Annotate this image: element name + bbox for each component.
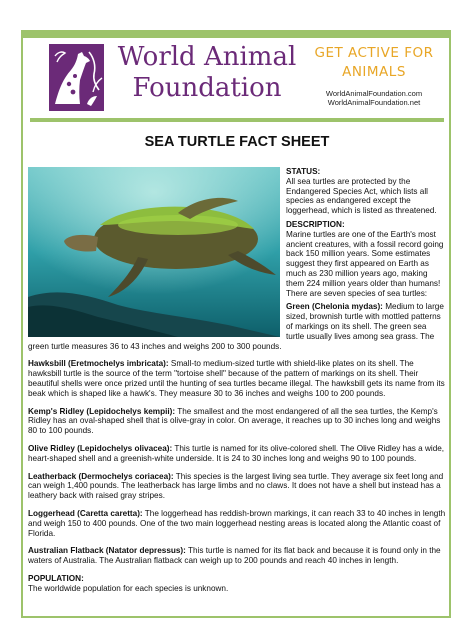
species-olive-ridley: Olive Ridley (Lepidochelys olivacea): This turtle is named for its olive-colored shell. The Olive Ridley has a wide, heart-shaped shell and a greenish-white underside. It is 24 to 30 inches long and weighs 90 to 100 pounds. [28, 443, 445, 463]
description-heading: DESCRIPTION: [286, 219, 345, 229]
status-heading: STATUS: [286, 167, 321, 176]
population-text: The worldwide population for each species is unknown. [28, 583, 229, 593]
giraffe-logo-icon [49, 44, 104, 111]
species-australian-flatback: Australian Flatback (Natator depressus): This turtle is named for its flat back and because it is found only in the waters of Australia. The Australian flatback can weigh up to 200 pounds and reach 40 inches in length. [28, 546, 441, 566]
species-green: Green (Chelonia mydas): Medium to large sized, brownish turtle with mottled patterns of markings on its shell. The green sea turtle usually lives among sea grass. The green turtle measures 36 to 43 inches and weighs 200 to 300 pounds. [28, 302, 444, 351]
description-text: Marine turtles are one of the Earth's most ancient creatures, with a fossil record going back 150 million years. Some estimates suggest they first appeared on Earth as much as 230 million years ago, making them 224 million years older than humans! There are seven species of sea turtles: [286, 229, 444, 298]
header-divider [30, 118, 444, 122]
species-hawksbill: Hawksbill (Eretmochelys imbricata): Small-to medium-sized turtle with shield-like plates on its shell. The hawksbill turtle is the source of the term "tortoise shell" because of the pattern of markings on its shell. Their beautiful shells were once prized until the hunting of sea turtles became illegal. The hawksbill gets its name from its beak which is shaped like a hawk's. They measure 30 to 36 inches and weighs 100 to 200 pounds. [28, 359, 445, 398]
tagline-line2: ANIMALS [342, 64, 406, 80]
website-link-com[interactable]: WorldAnimalFoundation.com [325, 89, 423, 98]
species-kemps-ridley: Kemp's Ridley (Lepidochelys kempii): The smallest and the most endangered of all the sea turtles, the Kemp's Ridley has an oval-shaped shell that is olive-gray in color. On average, it reaches up to 30 inches long and weighs 80 to 100 pounds. [28, 406, 441, 436]
population-heading: POPULATION: [28, 573, 84, 583]
fact-sheet-body [28, 167, 446, 593]
organization-name [112, 42, 302, 104]
tagline-line1: GET ACTIVE FOR [314, 45, 434, 61]
status-text: All sea turtles are protected by the Endangered Species Act, which lists all species as endangered except the loggerhead, which is listed as threatened. [286, 176, 437, 216]
species-leatherback: Leatherback (Dermochelys coriacea): This species is the largest living sea turtle. They average six feet long and can weigh 1,400 pounds. The leatherback has large limbs and no claws. It does not have a shell but instead has a leathery back with raised gray stripes. [28, 471, 444, 501]
tagline [306, 44, 442, 82]
website-link-net[interactable]: WorldAnimalFoundation.net [327, 98, 421, 107]
org-name-line1: World Animal [117, 42, 297, 72]
species-loggerhead: Loggerhead (Caretta caretta): The loggerhead has reddish-brown markings, it can reach 33 to 40 inches in length and weigh 150 to 400 pounds. One of the two main loggerhead nesting areas is located along the Atlantic coast of Florida. [28, 508, 446, 538]
org-name-line2: Foundation [132, 73, 282, 103]
page-title: SEA TURTLE FACT SHEET [144, 134, 330, 150]
